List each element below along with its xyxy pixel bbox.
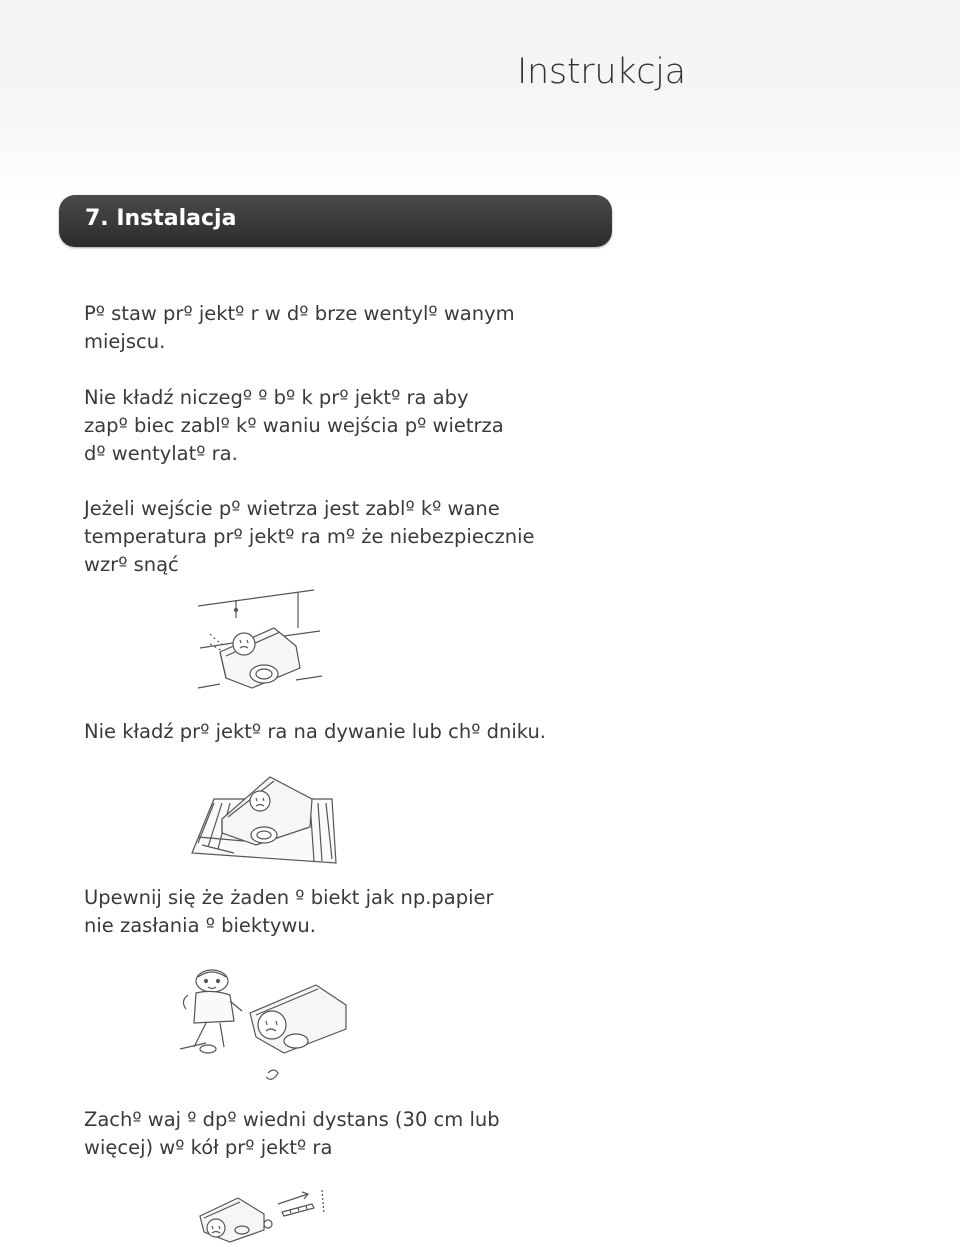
header-band xyxy=(0,0,960,200)
text-line: zapº biec zablº kº waniu wejścia pº wietrza xyxy=(84,414,504,437)
text-line: miejscu. xyxy=(84,330,166,353)
text-line: Upewnij się że żaden º biekt jak np.papier xyxy=(84,886,494,909)
text-line: Pº staw prº jektº r w dº brze wentylº wanym xyxy=(84,302,515,325)
projector-carpet-illustration xyxy=(186,773,338,865)
text-line: więcej) wº kół prº jektº ra xyxy=(84,1136,333,1159)
section-header-bar xyxy=(59,195,612,247)
paragraph-ventilation xyxy=(84,300,644,356)
paragraph-temperature-warning xyxy=(84,495,644,579)
text-line: Nie kładź niczegº º bº k prº jektº ra aby xyxy=(84,386,469,409)
text-line: nie zasłania º biektywu. xyxy=(84,914,316,937)
paragraph-lens-obstruction xyxy=(84,884,644,940)
projector-wall-illustration xyxy=(196,588,322,700)
text-line: Nie kładź prº jektº ra na dywanie lub chº dniku. xyxy=(84,720,547,743)
paragraph-carpet-warning xyxy=(84,718,644,746)
projector-child-illustration xyxy=(176,965,352,1093)
document-title: Instrukcja xyxy=(517,52,686,92)
paragraph-no-objects xyxy=(84,384,644,468)
text-line: Jeżeli wejście pº wietrza jest zablº kº wane xyxy=(84,497,500,520)
projector-distance-illustration xyxy=(194,1186,334,1244)
text-line: Zachº waj º dpº wiedni dystans (30 cm lub xyxy=(84,1108,500,1131)
text-line: wzrº snąć xyxy=(84,553,179,576)
paragraph-distance xyxy=(84,1106,644,1162)
text-line: dº wentylatº ra. xyxy=(84,442,238,465)
section-title: 7. Instalacja xyxy=(85,206,237,231)
text-line: temperatura prº jektº ra mº że niebezpiecznie xyxy=(84,525,535,548)
